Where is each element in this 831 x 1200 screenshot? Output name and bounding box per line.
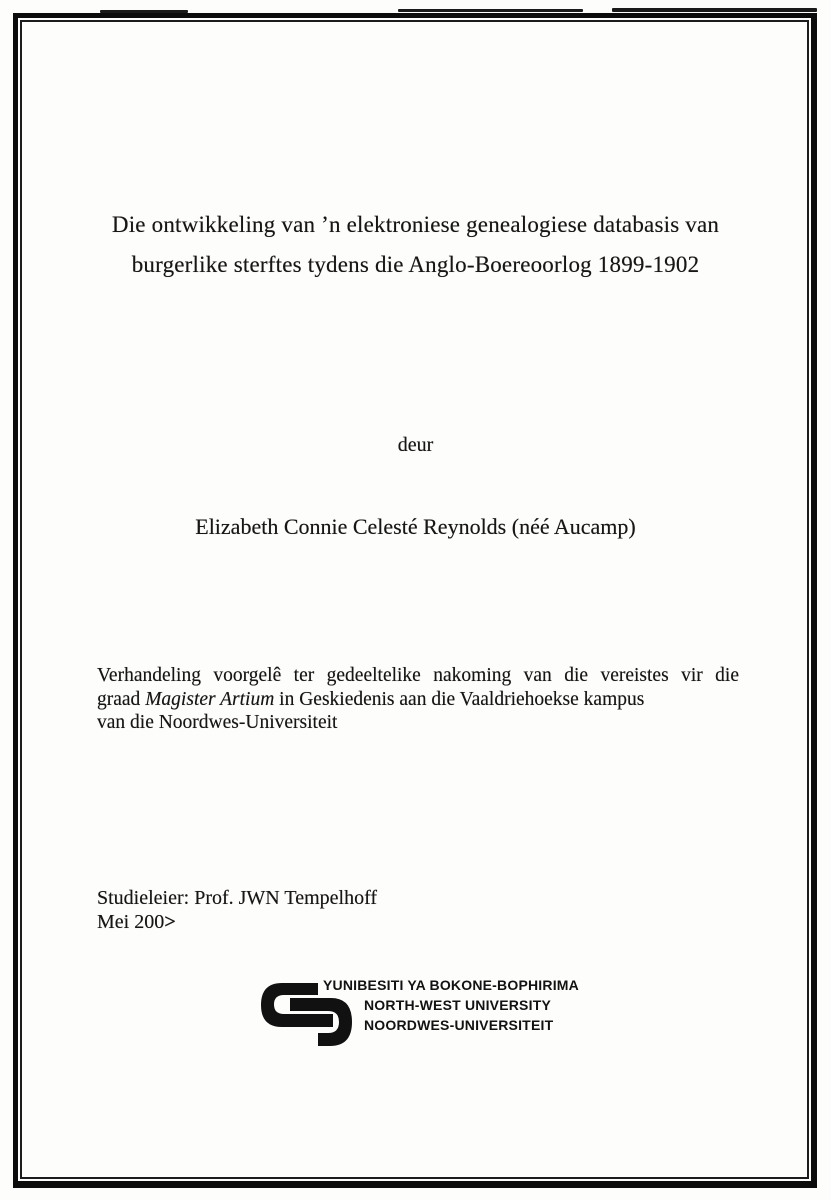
author-name: Elizabeth Connie Celesté Reynolds (néé Aucamp)	[195, 514, 636, 539]
degree-statement	[97, 664, 739, 735]
scan-artifact	[398, 9, 583, 12]
logo-line-english: NORTH-WEST UNIVERSITY	[364, 997, 551, 1013]
byline-deur: deur	[397, 434, 434, 456]
date-line	[97, 911, 377, 935]
logo-line-setswana: YUNIBESITI YA BOKONE-BOPHIRIMA	[323, 977, 579, 993]
supervisor-line: Studieleier: Prof. JWN Tempelhoff	[97, 887, 378, 909]
statement-line-2-pre: graad	[97, 688, 146, 710]
title-line-1: Die ontwikkeling van ’n elektroniese genealogiese databasis van	[111, 212, 720, 237]
statement-line-1: Verhandeling voorgelê ter gedeeltelike nakoming van die vereistes vir die	[97, 665, 739, 686]
date-prefix: Mei 200	[97, 910, 165, 933]
date-seven-glyph: >	[164, 910, 175, 933]
statement-line-3: van die Noordwes-Universiteit	[97, 712, 338, 733]
statement-line-2-post: in Geskiedenis aan die Vaaldriehoekse kampus	[274, 688, 645, 710]
statement-line-2	[97, 688, 739, 712]
title-line-2: burgerlike sterftes tydens die Anglo-Boereoorlog 1899-1902	[131, 252, 700, 277]
magister-artium-italic: Magister Artium	[145, 688, 275, 710]
nwu-logo-text	[323, 975, 579, 1035]
scan-artifact	[612, 8, 817, 12]
supervisor-block	[97, 887, 377, 934]
logo-line-afrikaans: NOORDWES-UNIVERSITEIT	[364, 1017, 554, 1033]
thesis-title	[60, 205, 771, 285]
